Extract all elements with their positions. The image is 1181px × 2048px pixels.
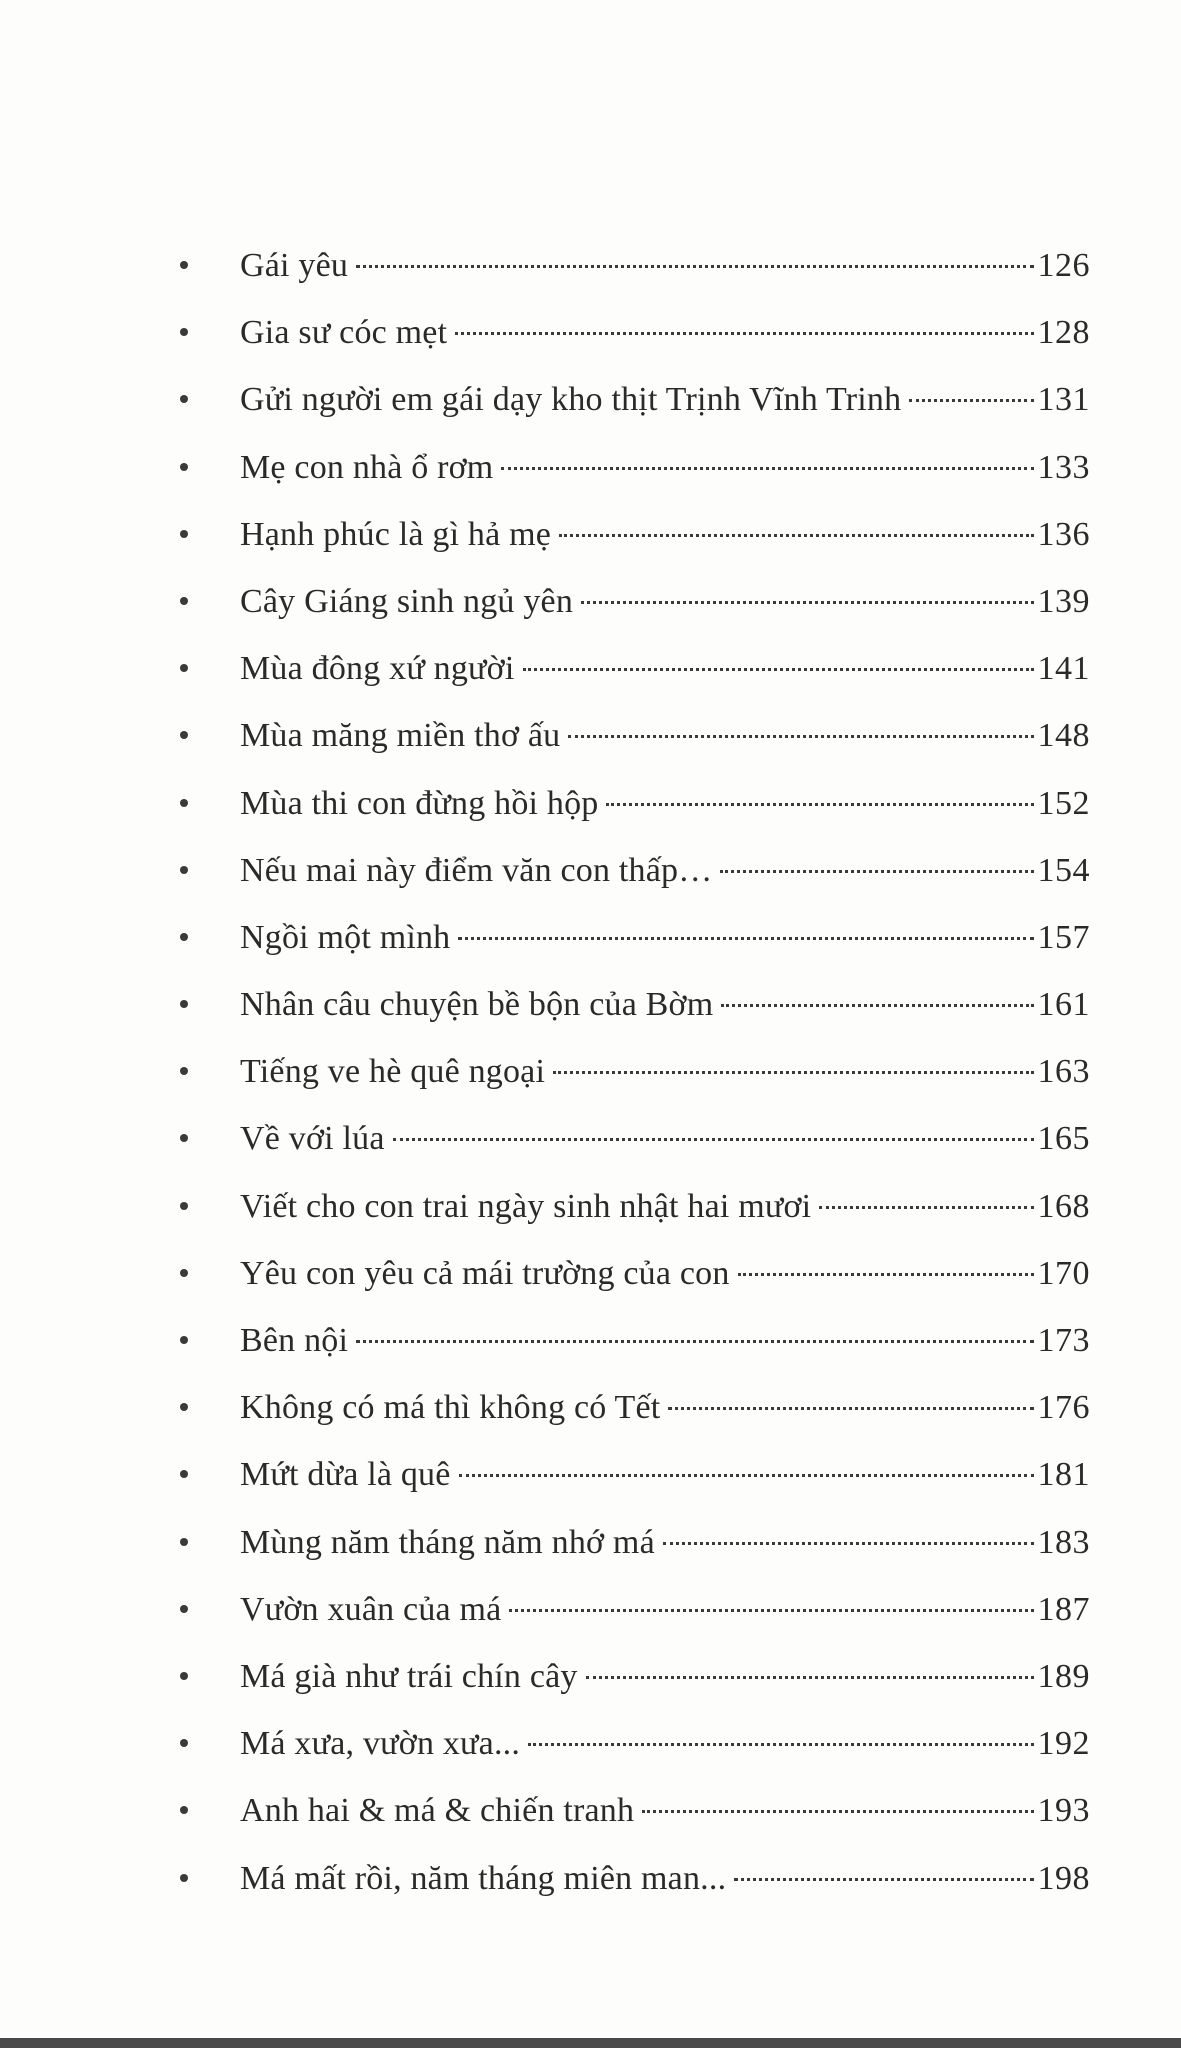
entry-page-number: 139: [1037, 582, 1090, 620]
toc-entry: [180, 1374, 1090, 1441]
bullet-icon: [180, 731, 188, 739]
entry-title: Về với lúa: [240, 1120, 385, 1158]
dot-leader: [642, 1810, 1033, 1813]
entry-title: Mùa măng miền thơ ấu: [240, 717, 561, 755]
toc-entry: [180, 1710, 1090, 1777]
entry-title: Vườn xuân của má: [240, 1590, 502, 1628]
entry-title: Gửi người em gái dạy kho thịt Trịnh Vĩnh Trinh: [240, 381, 902, 419]
bullet-icon: [180, 395, 188, 403]
toc-entry: [180, 702, 1090, 769]
bullet-icon: [180, 1269, 188, 1277]
toc-entry: [180, 232, 1090, 299]
bullet-icon: [180, 799, 188, 807]
toc-entry: [180, 568, 1090, 635]
dot-leader: [459, 1474, 1034, 1477]
toc-entry: [180, 1576, 1090, 1643]
toc-entry: [180, 770, 1090, 837]
entry-title: Gái yêu: [240, 247, 349, 284]
toc-entry: [180, 1240, 1090, 1307]
dot-leader: [581, 601, 1033, 604]
dot-leader: [356, 265, 1033, 268]
toc-entry: [180, 1777, 1090, 1844]
entry-title: Ngồi một mình: [240, 918, 451, 956]
entry-title: Bên nội: [240, 1322, 349, 1359]
entry-title: Hạnh phúc là gì hả mẹ: [240, 515, 552, 553]
entry-title: Cây Giáng sinh ngủ yên: [240, 582, 574, 620]
bullet-icon: [180, 1806, 188, 1814]
entry-title: Nếu mai này điểm văn con thấp…: [240, 851, 713, 889]
dot-leader: [734, 1878, 1033, 1881]
scan-edge-bar: [0, 2038, 1181, 2048]
dot-leader: [606, 803, 1033, 806]
entry-page-number: 181: [1037, 1456, 1090, 1494]
dot-leader: [819, 1206, 1033, 1209]
entry-page-number: 187: [1037, 1590, 1090, 1628]
entry-page-number: 148: [1037, 717, 1090, 755]
dot-leader: [668, 1407, 1033, 1410]
dot-leader: [455, 332, 1033, 335]
entry-title: Má già như trái chín cây: [240, 1657, 578, 1695]
toc-entry: [180, 1307, 1090, 1374]
entry-page-number: 170: [1037, 1254, 1090, 1292]
entry-title: Má mất rồi, năm tháng miên man...: [240, 1859, 727, 1897]
bullet-icon: [180, 1672, 188, 1680]
bullet-icon: [180, 866, 188, 874]
bullet-icon: [180, 1470, 188, 1478]
entry-title: Má xưa, vườn xưa...: [240, 1725, 521, 1763]
entry-title: Yêu con yêu cả mái trường của con: [240, 1254, 730, 1292]
toc-entry: [180, 1845, 1090, 1912]
entry-page-number: 163: [1037, 1053, 1090, 1091]
entry-page-number: 168: [1037, 1187, 1090, 1225]
entry-page-number: 165: [1037, 1120, 1090, 1158]
entry-title: Tiếng ve hè quê ngoại: [240, 1053, 546, 1091]
entry-page-number: 192: [1037, 1725, 1090, 1763]
bullet-icon: [180, 664, 188, 672]
entry-page-number: 128: [1037, 314, 1090, 352]
entry-title: Nhân câu chuyện bề bộn của Bờm: [240, 986, 714, 1024]
bullet-icon: [180, 1605, 188, 1613]
toc-entry: [180, 501, 1090, 568]
entry-title: Mẹ con nhà ổ rơm: [240, 448, 494, 486]
toc-entry: [180, 1038, 1090, 1105]
toc-entry: [180, 434, 1090, 501]
bullet-icon: [180, 463, 188, 471]
entry-page-number: 136: [1037, 515, 1090, 553]
dot-leader: [509, 1609, 1033, 1612]
entry-page-number: 161: [1037, 986, 1090, 1024]
dot-leader: [528, 1743, 1033, 1746]
entry-title: Mùng năm tháng năm nhớ má: [240, 1523, 655, 1561]
bullet-icon: [180, 597, 188, 605]
table-of-contents: [180, 232, 1090, 1912]
bullet-icon: [180, 1538, 188, 1546]
entry-page-number: 133: [1037, 448, 1090, 486]
bullet-icon: [180, 1134, 188, 1142]
toc-entry: [180, 1105, 1090, 1172]
toc-entry: [180, 1441, 1090, 1508]
dot-leader: [501, 467, 1033, 470]
dot-leader: [553, 1071, 1033, 1074]
toc-entry: [180, 1509, 1090, 1576]
dot-leader: [909, 399, 1033, 402]
dot-leader: [720, 870, 1033, 873]
bullet-icon: [180, 933, 188, 941]
dot-leader: [356, 1340, 1033, 1343]
bullet-icon: [180, 1403, 188, 1411]
dot-leader: [458, 937, 1033, 940]
toc-entry: [180, 299, 1090, 366]
entry-title: Không có má thì không có Tết: [240, 1389, 661, 1427]
dot-leader: [393, 1138, 1034, 1141]
toc-entry: [180, 971, 1090, 1038]
dot-leader: [559, 534, 1033, 537]
entry-title: Mùa thi con đừng hồi hộp: [240, 784, 599, 822]
toc-entry: [180, 837, 1090, 904]
bullet-icon: [180, 261, 188, 269]
entry-page-number: 193: [1037, 1792, 1090, 1830]
dot-leader: [568, 735, 1033, 738]
bullet-icon: [180, 1874, 188, 1882]
entry-page-number: 183: [1037, 1523, 1090, 1561]
entry-page-number: 141: [1037, 650, 1090, 688]
dot-leader: [721, 1004, 1033, 1007]
entry-title: Gia sư cóc mẹt: [240, 314, 448, 352]
entry-title: Anh hai & má & chiến tranh: [240, 1792, 635, 1830]
toc-entry: [180, 366, 1090, 433]
entry-page-number: 176: [1037, 1389, 1090, 1427]
entry-title: Mùa đông xứ người: [240, 650, 515, 688]
bullet-icon: [180, 1202, 188, 1210]
dot-leader: [738, 1273, 1034, 1276]
dot-leader: [586, 1676, 1034, 1679]
entry-page-number: 189: [1037, 1657, 1090, 1695]
entry-page-number: 157: [1037, 918, 1090, 956]
entry-page-number: 154: [1037, 851, 1090, 889]
bullet-icon: [180, 1739, 188, 1747]
toc-entry: [180, 1173, 1090, 1240]
dot-leader: [663, 1542, 1034, 1545]
bullet-icon: [180, 530, 188, 538]
bullet-icon: [180, 328, 188, 336]
entry-page-number: 173: [1037, 1322, 1090, 1359]
entry-page-number: 126: [1037, 247, 1090, 284]
entry-page-number: 198: [1037, 1859, 1090, 1897]
bullet-icon: [180, 1067, 188, 1075]
toc-entry: [180, 1643, 1090, 1710]
dot-leader: [523, 668, 1034, 671]
entry-title: Mứt dừa là quê: [240, 1456, 451, 1494]
toc-entry: [180, 635, 1090, 702]
bullet-icon: [180, 1000, 188, 1008]
entry-title: Viết cho con trai ngày sinh nhật hai mươi: [240, 1187, 812, 1225]
toc-entry: [180, 904, 1090, 971]
entry-page-number: 152: [1037, 784, 1090, 822]
bullet-icon: [180, 1336, 188, 1344]
entry-page-number: 131: [1037, 381, 1090, 419]
